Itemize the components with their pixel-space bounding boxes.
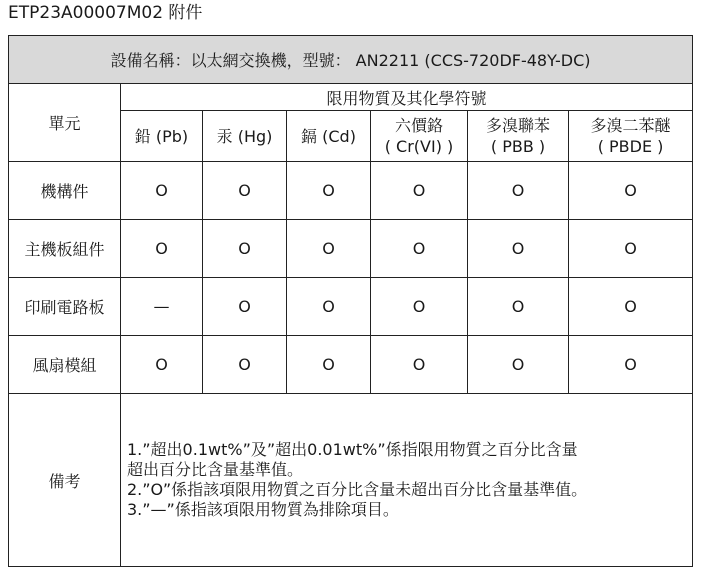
substance-chromium-name: 六價鉻 (394, 116, 443, 135)
compliance-cell: O (121, 162, 203, 220)
substance-chromium-symbol: ( Cr(VI) ) (384, 137, 454, 156)
compliance-cell: O (203, 278, 287, 336)
compliance-cell: O (468, 336, 569, 394)
substance-pbb-symbol: ( PBB ) (490, 137, 546, 156)
compliance-cell: O (468, 162, 569, 220)
unit-name: 機構件 (9, 162, 121, 220)
compliance-cell: O (287, 336, 371, 394)
compliance-cell: O (371, 220, 468, 278)
table-row (9, 278, 693, 336)
note-line: 2.”O”係指該項限用物質之百分比含量未超出百分比含量基準值。 (127, 480, 588, 499)
compliance-cell: O (569, 278, 693, 336)
note-line: 1.”超出0.1wt%”及”超出0.01wt%”係指限用物質之百分比含量 (127, 440, 578, 459)
substance-lead-header: 鉛 (Pb) (121, 111, 203, 162)
substance-pbb-name: 多溴聯苯 (485, 116, 550, 135)
substances-header: 限用物質及其化學符號 (121, 84, 693, 111)
compliance-cell: O (371, 278, 468, 336)
substance-pbde-symbol: ( PBDE ) (597, 137, 664, 156)
substance-pbb-header (468, 111, 569, 162)
substance-pbde-header (569, 111, 693, 162)
unit-name: 主機板組件 (9, 220, 121, 278)
compliance-cell: O (287, 278, 371, 336)
compliance-cell: O (569, 162, 693, 220)
substance-cadmium-header: 鎘 (Cd) (287, 111, 371, 162)
substance-pbde-name: 多溴二苯醚 (590, 116, 671, 135)
notes-label: 備考 (9, 394, 121, 567)
unit-name: 印刷電路板 (9, 278, 121, 336)
compliance-cell: O (371, 162, 468, 220)
compliance-cell: O (569, 336, 693, 394)
compliance-cell: O (287, 162, 371, 220)
notes-row (9, 394, 693, 567)
table-row (9, 336, 693, 394)
unit-name: 風扇模組 (9, 336, 121, 394)
note-line: 3.”—”係指該項限用物質為排除項目。 (127, 500, 399, 519)
compliance-cell: O (203, 220, 287, 278)
compliance-cell: O (468, 220, 569, 278)
notes-text (121, 394, 693, 567)
compliance-cell: O (203, 336, 287, 394)
table-row (9, 220, 693, 278)
substance-chromium-header (371, 111, 468, 162)
document-header: ETP23A00007M02 附件 (8, 3, 203, 23)
compliance-cell: O (569, 220, 693, 278)
unit-header: 單元 (9, 84, 121, 162)
substance-mercury-header: 汞 (Hg) (203, 111, 287, 162)
compliance-cell: O (121, 336, 203, 394)
compliance-cell: O (287, 220, 371, 278)
compliance-cell: O (121, 220, 203, 278)
compliance-cell: O (203, 162, 287, 220)
note-line: 超出百分比含量基準值。 (127, 460, 304, 479)
compliance-cell: O (371, 336, 468, 394)
table-row (9, 162, 693, 220)
compliance-cell: — (121, 278, 203, 336)
rohs-table (8, 35, 693, 567)
compliance-cell: O (468, 278, 569, 336)
equipment-title: 設備名稱：以太網交換機，型號： AN2211 (CCS-720DF-48Y-DC) (9, 36, 693, 84)
